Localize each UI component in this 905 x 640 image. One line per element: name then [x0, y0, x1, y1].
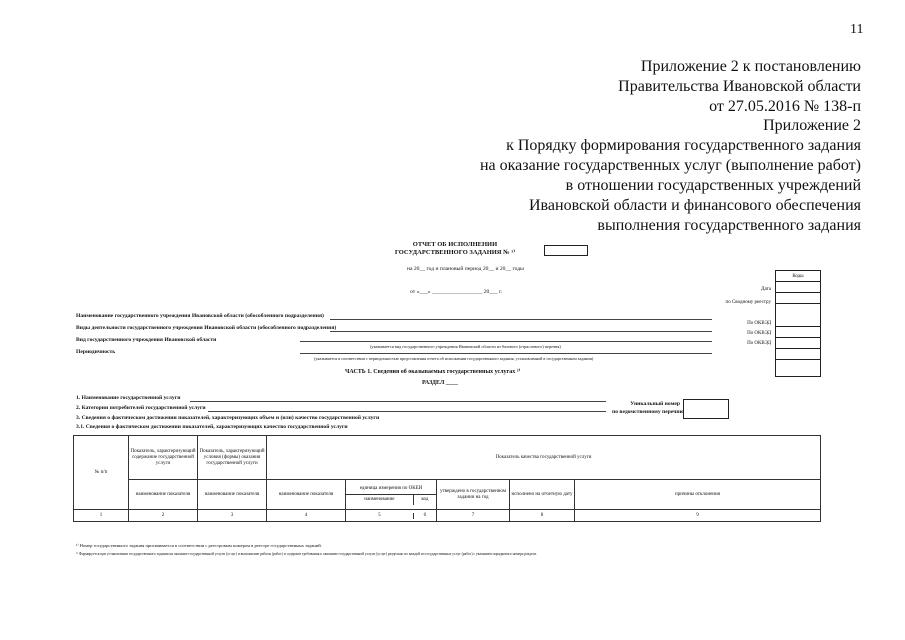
report-number-box[interactable] [544, 245, 588, 256]
code-cell-form[interactable] [776, 282, 821, 293]
unit-subheaders [346, 495, 436, 505]
report-title-line2: ГОСУДАРСТВЕННОГО ЗАДАНИЯ № ¹⁾ [394, 249, 516, 256]
header-line: Приложение 2 [763, 117, 861, 134]
unit-title: единица измерения по ОКЕИ [346, 484, 436, 495]
col-header-name2: наименование показателя [198, 480, 267, 510]
institution-type-label: Вид государственного учреждения Ивановской области [76, 337, 217, 343]
unit-code-header: код [421, 497, 429, 502]
report-period: на 20__ год и плановый период 20__ и 20__ годы [407, 266, 524, 272]
unique-number-box[interactable] [683, 399, 729, 419]
header-line: Приложение 2 к постановлению [640, 58, 861, 75]
code-cell-okved3[interactable] [776, 349, 821, 360]
page-number: 11 [850, 22, 864, 37]
service-name-line[interactable] [190, 401, 606, 402]
registry-label: по Сводному реестру [725, 300, 771, 305]
col-number: 1 [74, 510, 129, 522]
okved-label-3: По ОКВЭД [747, 341, 771, 346]
col-header-conditions: Показатель, характеризующий условия (формы) оказания государственной услуги [198, 436, 267, 480]
col-header-num: № п/п [74, 436, 129, 510]
activity-line[interactable] [330, 331, 712, 332]
col-number: 2 [129, 510, 198, 522]
col-number: 5 [346, 513, 414, 519]
date-label: Дата [761, 287, 771, 292]
header-appendix-resolution [618, 57, 861, 117]
consumers-line[interactable] [208, 411, 606, 412]
quality-indicators-table [73, 435, 821, 522]
institution-type-line[interactable] [300, 341, 712, 342]
part1-title: ЧАСТЬ 1. Сведения об оказываемых государственных услугах ²⁾ [345, 369, 521, 375]
col-header-name3: наименование показателя [267, 480, 346, 510]
institution-name-label: Наименование государственного учреждения Ивановской области (обособленного подразделения) [76, 313, 324, 319]
header-line: выполнения государственного задания [597, 217, 861, 234]
header-line: Правительства Ивановской области [618, 78, 861, 95]
col-number: 3 [198, 510, 267, 522]
header-line: к Порядку формирования государственного задания [506, 137, 861, 154]
code-cell-okved1[interactable] [776, 327, 821, 338]
col-header-unit [346, 480, 437, 510]
code-cell-okved2[interactable] [776, 338, 821, 349]
col-header-approved: утверждено в государственном задании на год [437, 480, 510, 510]
codes-header: Коды [776, 271, 821, 282]
part1-section: РАЗДЕЛ ____ [422, 380, 458, 386]
code-cell-registry[interactable] [776, 304, 821, 327]
unique-number-label2: по ведомственному перечню [612, 409, 684, 415]
periodicity-label: Периодичность [76, 349, 116, 355]
item3-label: 3. Сведения о фактическом достижении показателей, характеризующих объем и (или) качество государственной услуги [76, 415, 380, 421]
col-number: 4 [267, 510, 346, 522]
header-line: от 27.05.2016 № 138-п [709, 98, 861, 115]
col-header-executed: исполнено на отчетную дату [510, 480, 575, 510]
footnote-1: ¹⁾ Номер государственного задания присваивается в соответствии с реестровым номером в реестре государственных заданий. [76, 543, 322, 548]
col-header-name1: наименование показателя [129, 480, 198, 510]
code-cell-date[interactable] [776, 293, 821, 304]
col-header-content: Показатель, характеризующий содержание государственной услуги [129, 436, 198, 480]
okved-label-1: По ОКВЭД [747, 321, 771, 326]
consumers-label: 2. Категории потребителей государственной услуги [76, 405, 206, 411]
report-title [380, 241, 530, 257]
code-cell-extra[interactable] [776, 360, 821, 377]
col-number: 8 [510, 510, 575, 522]
unit-name-header: наименование [346, 495, 414, 505]
unique-number-label: Уникальный номер [630, 401, 680, 407]
institution-type-hint: (указывается вид государственного учреждения Ивановской области из базового (отраслевого) перечня) [370, 344, 561, 349]
col-number: 6 [423, 512, 427, 518]
footnote-2: ²⁾ Формируется при установлении государственного задания на оказание государственной услуги (услуг) и выполнение работы (работ) и содержит требования к оказанию государственной услуги (услуг) раздельно по каждой из государственных услуг (работ) с указанием порядкового номера раздела. [76, 552, 537, 556]
col-header-reasons: причины отклонения [575, 480, 821, 510]
col-number: 7 [437, 510, 510, 522]
header-line: на оказание государственных услуг (выполнение работ) [479, 157, 861, 174]
col-number-pair [346, 510, 437, 522]
activity-label: Виды деятельности государственного учреждения Ивановской области (обособленного подразделения) [76, 325, 337, 331]
okved-label-2: По ОКВЭД [747, 331, 771, 336]
item31-label: 3.1. Сведения о фактическом достижении показателей, характеризующих качество государственной услуги [76, 424, 348, 430]
report-date: от «___» __________________ 20___ г. [410, 289, 503, 295]
col-header-quality: Показатель качества государственной услуги [267, 436, 821, 480]
institution-name-line[interactable] [330, 319, 712, 320]
codes-table [775, 270, 821, 377]
header-appendix-procedure [480, 116, 861, 236]
periodicity-hint: (указывается в соответствии с периодичностью представления отчета об исполнении государственного задания, установленной в государственном задании) [314, 356, 594, 361]
header-line: Ивановской области и финансового обеспечения [529, 197, 861, 214]
periodicity-line[interactable] [300, 353, 712, 354]
header-line: в отношении государственных учреждений [565, 177, 861, 194]
report-title-line1: ОТЧЕТ ОБ ИСПОЛНЕНИИ [412, 241, 498, 248]
service-name-label: 1. Наименование государственной услуги [76, 395, 181, 401]
col-number: 9 [575, 510, 821, 522]
